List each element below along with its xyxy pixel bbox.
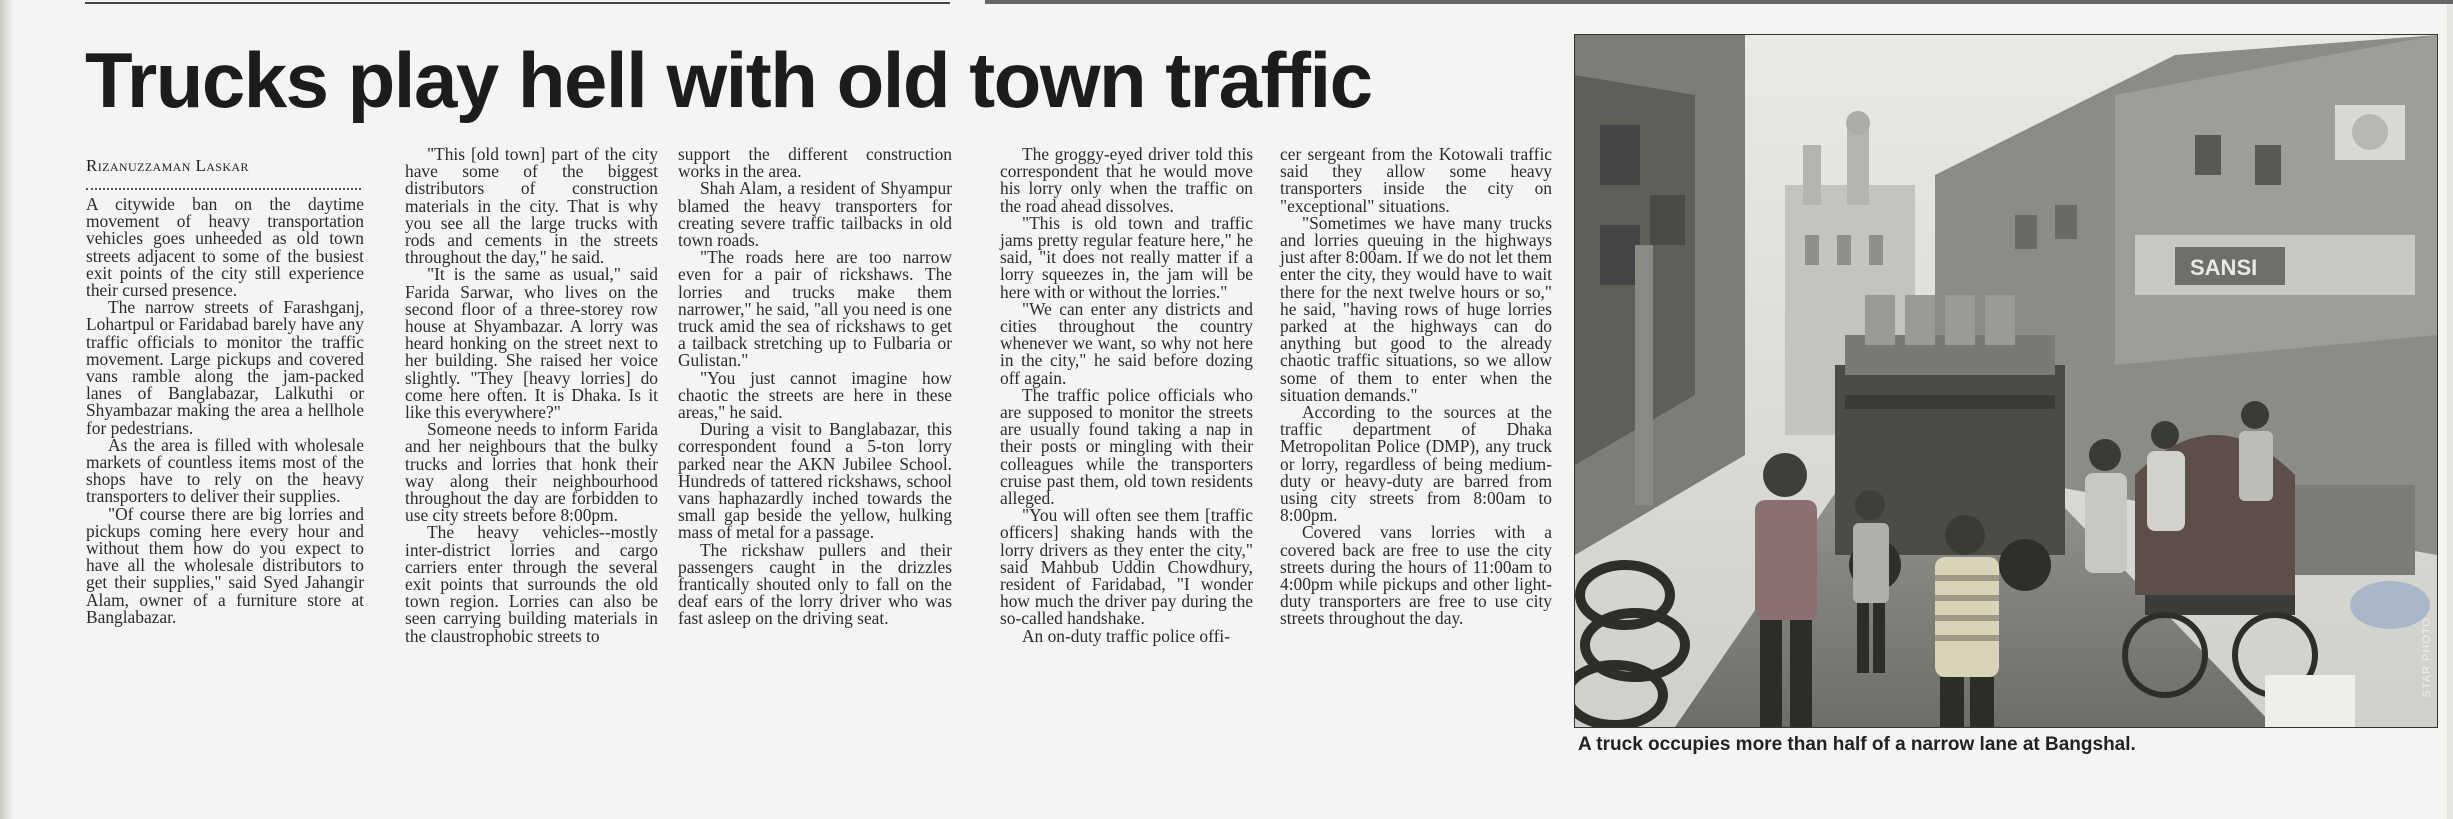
photo-caption: A truck occupies more than half of a narrow lane at Bangshal. xyxy=(1578,734,2136,755)
article-paragraph: support the different construction works in the area. xyxy=(678,144,952,182)
page-edge xyxy=(2447,0,2453,819)
article-paragraph: The groggy-eyed driver told this correspondent that he would move his lorry only when the traffic on the road ahead dissolves. xyxy=(1000,144,1253,216)
shop-sign-text: SANSI xyxy=(2190,255,2258,280)
article-paragraph: The narrow streets of Farashganj, Lohartpul or Faridabad barely have any traffic officials to monitor the traffic movement. Large pickups and covered vans ramble along the jam-packed lanes of Banglabazar, Lalkuthi or Shyambazar making the area a hellhole for pedestrians. xyxy=(86,297,364,438)
byline: Rizanuzzaman Laskar xyxy=(86,156,249,175)
article-column-3 xyxy=(678,146,952,628)
article-paragraph: "It is the same as usual," said Farida Sarwar, who lives on the second floor of a three-storey row house at Shyambazar. A lorry was heard honking on the street next to her building. She raised her voice slightly. "They [heavy lorries] do come here often. It is Dhaka. Is it like this everywhere?" xyxy=(405,264,658,423)
article-column-4 xyxy=(1000,146,1253,645)
article-paragraph: The rickshaw pullers and their passengers caught in the drizzles frantically shouted only to fall on the deaf ears of the lorry driver who was fast asleep on the driving seat. xyxy=(678,539,952,629)
article-paragraph: A citywide ban on the daytime movement of heavy transportation vehicles goes unheeded as old town streets adjacent to some of the busiest exit points of the city still experience their cursed presence. xyxy=(86,194,364,301)
article-paragraph: "The roads here are too narrow even for a pair of rickshaws. The lorries and trucks make them narrower," he said, "all you need is one truck amid the sea of rickshaws to get a tailback stretching up to Fulbaria or Gulistan." xyxy=(678,247,952,371)
article-paragraph: "You just cannot imagine how chaotic the streets are here in these areas," he said. xyxy=(678,367,952,423)
article-paragraph: "You will often see them [traffic officers] shaking hands with the lorry drivers as they enter the city," said Mahbub Uddin Chowdhury, resident of Faridabad, "I wonder how much the driver pay during the so-called handshake. xyxy=(1000,505,1253,629)
article-paragraph: "Sometimes we have many trucks and lorries queuing in the highways just after 8:00am. If we do not let them enter the city, they would have to wait there for the next twelve hours or so," he said, "having rows of huge lorries parked at the highways can do anything but good to the already chaotic traffic situations, so we allow some of them to enter when the situation demands." xyxy=(1280,212,1552,405)
article-paragraph: Someone needs to inform Farida and her neighbours that the bulky trucks and lorries that honk their way along their neighbourhood throughout the day are forbidden to use city streets before 8:00pm. xyxy=(405,419,658,526)
byline-divider xyxy=(86,188,361,190)
article-column-5 xyxy=(1280,146,1552,628)
article-paragraph: According to the sources at the traffic department of Dhaka Metropolitan Police (DMP), any truck or lorry, regardless of being medium-duty or heavy-duty are barred from using city streets from 8:00am to 8:00pm. xyxy=(1280,402,1552,526)
article-paragraph: cer sergeant from the Kotowali traffic said they allow some heavy transporters inside the city on "exceptional" situations. xyxy=(1280,144,1552,216)
article-column-2 xyxy=(405,146,658,645)
page-fold-shadow xyxy=(0,0,12,819)
article-paragraph: An on-duty traffic police offi- xyxy=(1022,625,1230,646)
street-photo xyxy=(1574,34,2438,728)
article-paragraph: "This [old town] part of the city have some of the biggest distributors of construction materials in the city. That is why you see all the large trucks with rods and cements in the streets throughout the day," he said. xyxy=(405,144,658,268)
street-scene-illustration xyxy=(1575,35,2437,727)
headline: Trucks play hell with old town traffic xyxy=(85,36,1372,124)
article-paragraph: "This is old town and traffic jams pretty regular feature here," he said, "it does not really matter if a lorry squeezes in, the jam will be here with or without the lorries." xyxy=(1000,212,1253,302)
top-rule xyxy=(85,2,950,4)
article-paragraph: As the area is filled with wholesale markets of countless items most of the shops have to rely on the heavy transporters to deliver their supplies. xyxy=(86,434,364,507)
photo-credit: STAR PHOTO xyxy=(2421,616,2433,697)
article-column-1 xyxy=(86,196,364,626)
top-rule-right xyxy=(985,0,2453,4)
article-paragraph: Covered vans lorries with a covered back are free to use the city streets during the hours of 11:00am to 4:00pm while pickups and other light-duty transporters are free to use city streets throughout the day. xyxy=(1280,522,1552,629)
article-paragraph: "We can enter any districts and cities throughout the country whenever we want, so why not here in the city," he said before dozing off again. xyxy=(1000,298,1253,388)
article-paragraph: The traffic police officials who are supposed to monitor the streets are usually found taking a nap in their posts or mingling with their colleagues while the transporters cruise past them, old town residents alleged. xyxy=(1000,384,1253,509)
article-paragraph: "Of course there are big lorries and pickups coming here every hour and without them how do you expect to have all the wholesale distributors to get their supplies," said Syed Jahangir Alam, owner of a furniture store at Banglabazar. xyxy=(86,503,364,627)
article-paragraph: Shah Alam, a resident of Shyampur blamed the heavy transporters for creating severe traffic tailbacks in old town roads. xyxy=(678,178,952,251)
article-paragraph: The heavy vehicles--mostly inter-district lorries and cargo carriers enter through the several exit points that surrounds the old town region. Lorries can also be seen carrying building materials in the claustrophobic streets to xyxy=(405,522,658,646)
article-paragraph: During a visit to Banglabazar, this correspondent found a 5-ton lorry parked near the AKN Jubilee School. Hundreds of tattered rickshaws, school vans haphazardly inched towards the small gap beside the yellow, hulking mass of metal for a passage. xyxy=(678,419,952,543)
